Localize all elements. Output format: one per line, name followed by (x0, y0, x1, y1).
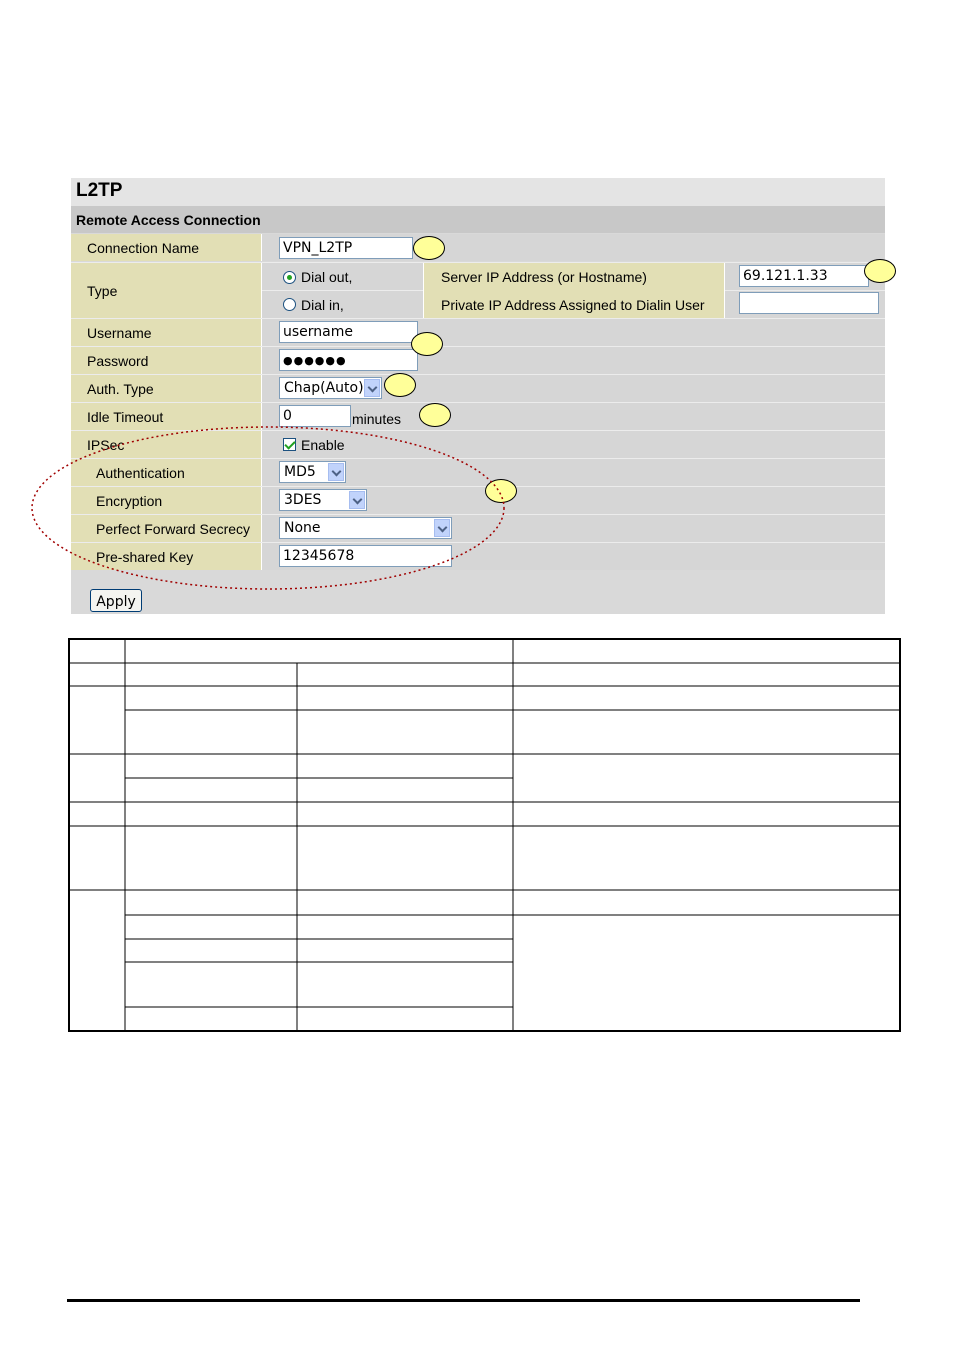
private-ip-input[interactable] (739, 292, 879, 314)
dial-in-label: Dial in, (301, 297, 344, 313)
server-ip-input[interactable]: 69.121.1.33 (739, 265, 869, 287)
chevron-down-icon (364, 379, 380, 397)
type-label: Type (71, 263, 262, 318)
auth-type-select[interactable] (279, 377, 382, 399)
row-encryption (71, 486, 885, 514)
row-pfs (71, 514, 885, 542)
server-ip-label: Server IP Address (or Hostname) (441, 269, 647, 285)
idle-timeout-input[interactable]: 0 (279, 405, 351, 427)
callout-marker (413, 236, 445, 260)
row-auth-type (71, 374, 885, 402)
connection-name-label: Connection Name (71, 234, 262, 261)
callout-marker (411, 332, 443, 356)
encryption-value: 3DES (284, 492, 322, 508)
dial-out-radio[interactable] (283, 271, 296, 284)
row-connection-name (71, 234, 885, 261)
title-bar (71, 178, 885, 206)
section-title: Remote Access Connection (76, 212, 261, 228)
chevron-down-icon (328, 463, 344, 481)
connection-name-input[interactable]: VPN_L2TP (279, 237, 413, 259)
authentication-label: Authentication (71, 459, 262, 486)
section-header (71, 206, 885, 233)
dial-out-label: Dial out, (301, 269, 353, 285)
idle-timeout-label: Idle Timeout (71, 403, 262, 430)
username-label: Username (71, 319, 262, 346)
callout-marker (419, 403, 451, 427)
page-title: L2TP (76, 180, 123, 201)
encryption-label: Encryption (71, 487, 262, 514)
ipsec-enable-label: Enable (301, 437, 345, 453)
row-ipsec (71, 430, 885, 458)
callout-marker (864, 259, 896, 283)
auth-type-value: Chap(Auto) (284, 380, 364, 396)
callout-marker (485, 479, 517, 503)
row-username (71, 318, 885, 346)
chevron-down-icon (349, 491, 365, 509)
psk-input[interactable]: 12345678 (279, 545, 452, 567)
chevron-down-icon (434, 519, 450, 537)
dial-in-radio[interactable] (283, 298, 296, 311)
pfs-select[interactable] (279, 517, 452, 539)
row-password (71, 346, 885, 374)
pfs-label: Perfect Forward Secrecy (71, 515, 262, 542)
username-input[interactable]: username (279, 321, 418, 343)
apply-button[interactable]: Apply (90, 589, 142, 612)
password-label: Password (71, 347, 262, 374)
encryption-select[interactable] (279, 489, 367, 511)
psk-label: Pre-shared Key (71, 543, 262, 570)
row-psk (71, 542, 885, 570)
private-ip-label: Private IP Address Assigned to Dialin User (441, 297, 705, 313)
authentication-value: MD5 (284, 464, 316, 480)
ipsec-enable-checkbox[interactable] (283, 438, 296, 451)
row-authentication (71, 458, 885, 486)
auth-type-label: Auth. Type (71, 375, 262, 402)
row-idle-timeout (71, 402, 885, 430)
row-type (71, 262, 885, 318)
authentication-select[interactable] (279, 461, 346, 483)
l2tp-panel (71, 178, 885, 614)
reference-table (68, 638, 901, 1032)
callout-marker (384, 373, 416, 397)
pfs-value: None (284, 520, 321, 536)
password-input[interactable]: ●●●●●● (279, 349, 418, 371)
footer-rule (67, 1299, 860, 1302)
idle-timeout-unit: minutes (352, 411, 402, 427)
ipsec-label: IPSec (71, 431, 262, 458)
